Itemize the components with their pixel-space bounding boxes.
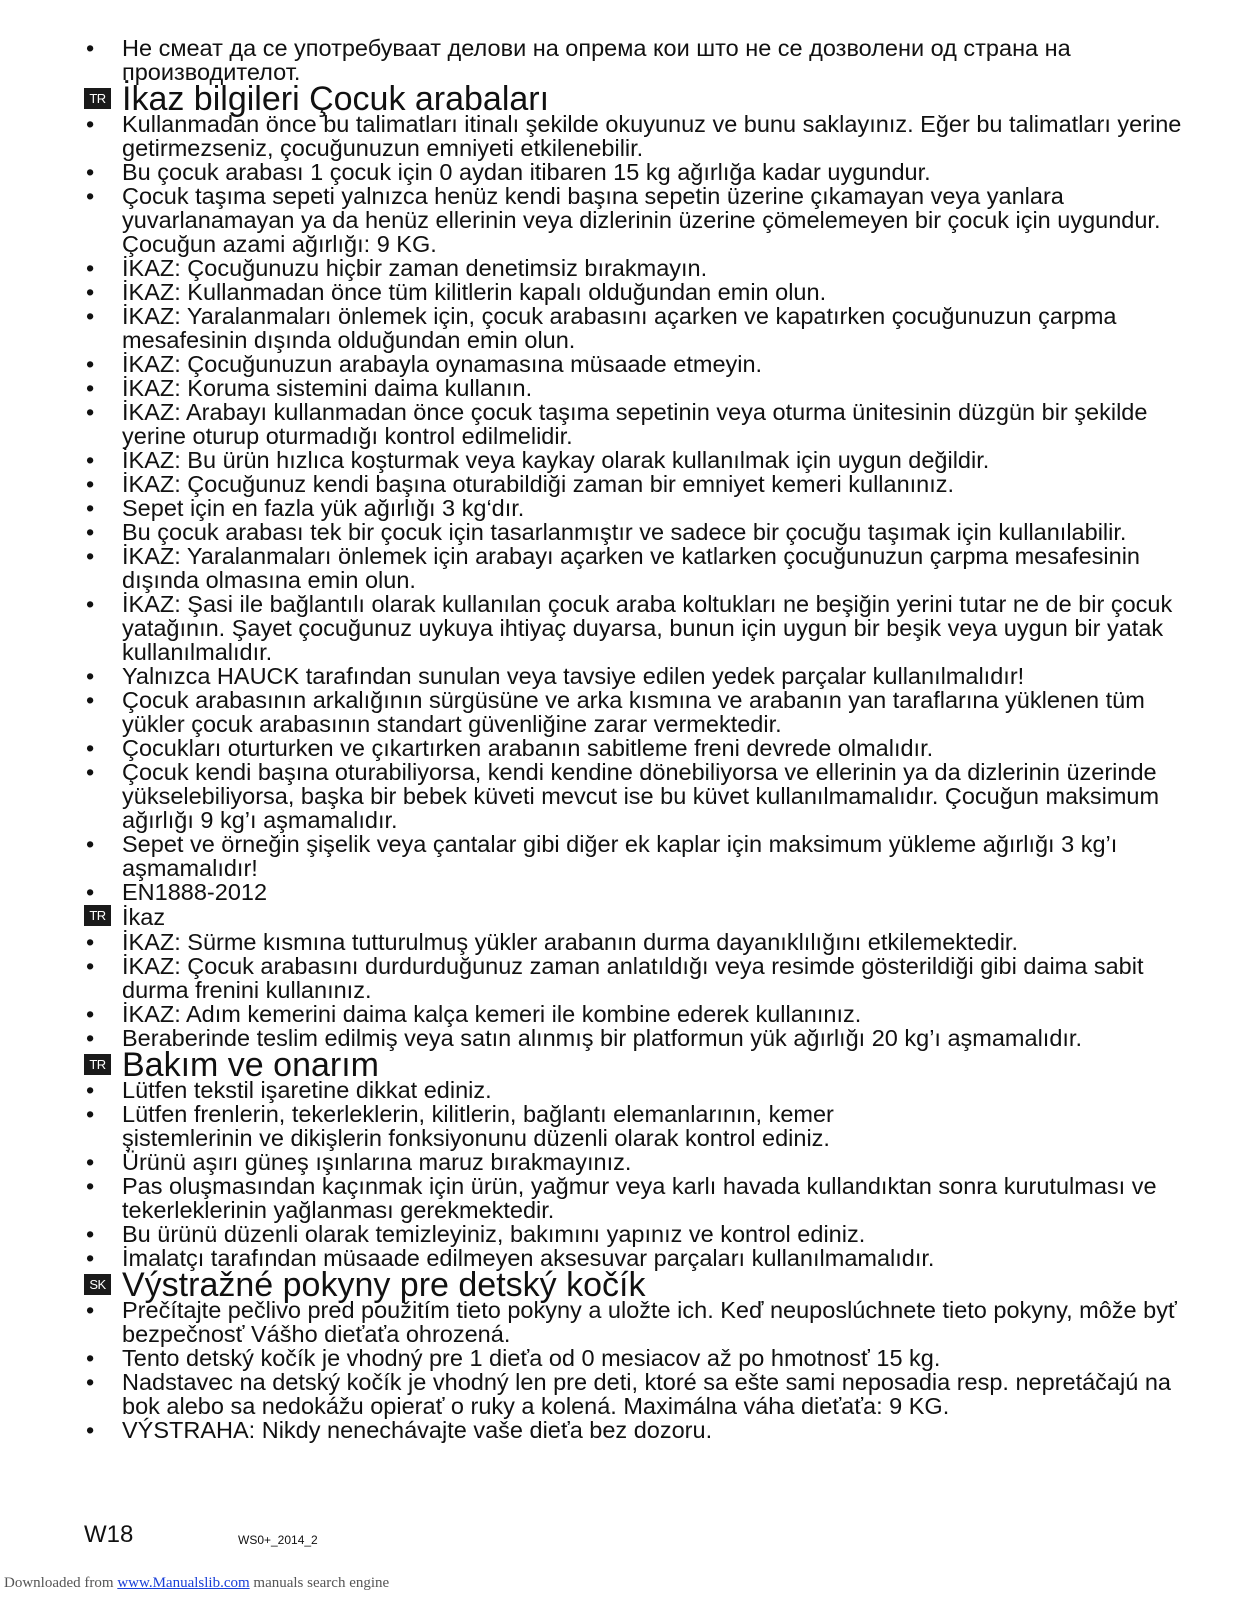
list-item-text: Çocuk taşıma sepeti yalnızca henüz kendi başına sepetin üzerine çıkamayan veya yanlara yuvarlanamayan ya da henüz ellerinin veya dizlerinin üzerine çömelemeyen bir çocuk için uygundur. Çocuğun azami ağırlığı: 9 KG. [122,183,1161,257]
bullet-icon: • [86,375,95,401]
list-item-text: Tento detský kočík je vhodný pre 1 dieťa od 0 mesiacov až po hmotnosť 15 kg. [122,1345,941,1371]
list-item-text: Bu ürünü düzenli olarak temizleyiniz, bakımını yapınız ve kontrol ediniz. [122,1221,866,1247]
download-suffix: manuals search engine [249,1575,390,1591]
bullet-icon: • [86,1297,95,1323]
bullet-icon: • [86,399,95,425]
list-item-text: Nadstavec na detský kočík je vhodný len pre deti, ktoré sa ešte sami neposadia resp. nepretáčajú na bok alebo sa nedokážu opierať o ruky a kolená. Maximálna váha dieťaťa: 9 KG. [122,1369,1171,1419]
list-item-text: İKAZ: Çocuk arabasını durdurduğunuz zaman anlatıldığı veya resimde gösterildiği gibi daima sabit durma frenini kullanınız. [122,953,1144,1003]
list-item-text: Beraberinde teslim edilmiş veya satın alınmış bir platformun yük ağırlığı 20 kg’ı aşmamalıdır. [122,1025,1082,1051]
list-item-text: İKAZ: Arabayı kullanmadan önce çocuk taşıma sepetinin veya oturma ünitesinin düzgün bir şekilde yerine oturup oturmadığı kontrol edilmelidir. [122,399,1148,449]
bullet-icon: • [86,519,95,545]
bullet-icon: • [86,111,95,137]
document-code: WS0+_2014_2 [238,1533,318,1547]
list-item-text: Sepet ve örneğin şişelik veya çantalar gibi diğer ek kaplar için maksimum yükleme ağırlığı 3 kg’ı aşmamalıdır! [122,831,1118,881]
bullet-icon: • [86,1369,95,1395]
list-item [84,472,1194,496]
bullet-icon: • [86,1417,95,1443]
list-item-text: İKAZ: Bu ürün hızlıca koşturmak veya kaykay olarak kullanılmak için uygun değildir. [122,447,990,473]
bullet-icon: • [86,279,95,305]
list-item-text: İKAZ: Koruma sistemini daima kullanın. [122,375,533,401]
list-item [84,1370,1194,1418]
list-item [84,520,1194,544]
list-item [84,160,1194,184]
list-item [84,736,1194,760]
language-badge: TR [84,1054,111,1075]
list-item [84,688,1194,736]
list-item-text: Pas oluşmasından kaçınmak için ürün, yağmur veya karlı havada kullandıktan sonra kurutulması ve tekerleklerinin yağlanması gerekmektedir. [122,1173,1157,1223]
list-item-text: İKAZ: Çocuğunuz kendi başına oturabildiği zaman bir emniyet kemeri kullanınız. [122,471,955,497]
list-item [84,376,1194,400]
bullet-icon: • [86,687,95,713]
bullet-icon: • [86,495,95,521]
list-item [84,760,1194,832]
list-item-text: Çocuk arabasının arkalığının sürgüsüne ve arka kısmına ve arabanın yan taraflarına yüklenen tüm yükler çocuk arabasının standart güvenliğine zarar vermektedir. [122,687,1145,737]
list-item [84,1174,1194,1222]
section-title: İkaz bilgileri Çocuk arabaları [122,80,550,118]
bullet-icon: • [86,1245,95,1271]
list-item [84,930,1194,954]
list-item-text: İKAZ: Şasi ile bağlantılı olarak kullanılan çocuk araba koltukları ne beşiğin yerini tutar ne de bir çocuk yatağının. Şayet çocuğunuz uykuya ihtiyaç duyarsa, bunun için uygun bir beşik veya uygun bir yatak kullanılmalıdır. [122,591,1173,665]
bullet-icon: • [86,735,95,761]
list-item [84,304,1194,352]
manualslib-link[interactable]: www.Manualslib.com [117,1575,250,1591]
list-item-text: İKAZ: Çocuğunuzun arabayla oynamasına müsaade etmeyin. [122,351,763,377]
list-item [84,112,1194,160]
list-item [84,256,1194,280]
list-item-text: Prečítajte pečlivo pred použitím tieto pokyny a uložte ich. Keď neuposlúchnete tieto pokyny, môže byť bezpečnosť Vášho dieťaťa ohrozená. [122,1297,1177,1347]
list-item [84,352,1194,376]
list-item-text: Çocukları oturturken ve çıkartırken arabanın sabitleme freni devrede olmalıdır. [122,735,934,761]
list-item [84,592,1194,664]
language-badge: TR [84,88,111,109]
section-title: Výstražné pokyny pre detský kočík [122,1266,646,1304]
list-item-text: Lütfen frenlerin, tekerleklerin, kilitlerin, bağlantı elemanlarının, kemer şistemlerinin ve dikişlerin fonksiyonunu düzenli olarak kontrol ediniz. [122,1101,834,1151]
list-item [84,832,1194,880]
bullet-icon: • [86,159,95,185]
list-item-text: İmalatçı tarafından müsaade edilmeyen aksesuvar parçaları kullanılmamalıdır. [122,1245,935,1271]
list-item-text: Sepet için en fazla yük ağırlığı 3 kg‘dır. [122,495,525,521]
list-item [84,1222,1194,1246]
list-item [84,1150,1194,1174]
bullet-icon: • [86,543,95,569]
list-item [84,280,1194,304]
list-item [84,36,1194,84]
page-number: W18 [84,1521,134,1548]
list-item [84,1002,1194,1026]
list-item-text: Bu çocuk arabası tek bir çocuk için tasarlanmıştır ve sadece bir çocuğu taşımak için kullanılabilir. [122,519,1127,545]
bullet-icon: • [86,759,95,785]
bullet-icon: • [86,471,95,497]
bullet-icon: • [86,447,95,473]
list-item-text: Не смеат да се употребуваат делови на опрема кои што не се дозволени од страна на производителот. [122,35,1071,85]
bullet-icon: • [86,663,95,689]
list-item-text: Ürünü aşırı güneş ışınlarına maruz bırakmayınız. [122,1149,632,1175]
list-item [84,1346,1194,1370]
language-badge: TR [84,905,111,926]
list-item [84,880,1194,904]
section-title: İkaz [122,904,166,930]
list-item-text: Kullanmadan önce bu talimatları itinalı şekilde okuyunuz ve bunu saklayınız. Eğer bu talimatları yerine getirmezseniz, çocuğunuzun emniyeti etkilenebilir. [122,111,1182,161]
download-credit [4,1574,389,1592]
bullet-icon: • [86,351,95,377]
bullet-icon: • [86,929,95,955]
list-item-text: İKAZ: Adım kemerini daima kalça kemeri ile kombine ederek kullanınız. [122,1001,862,1027]
language-badge: SK [84,1274,111,1295]
list-item-text: Çocuk kendi başına oturabiliyorsa, kendi kendine dönebiliyorsa ve ellerinin ya da dizlerinin üzerinde yükselebiliyorsa, başka bir bebek küveti mevcut ise bu küvet kullanılmamalıdır. Çocuğun maksimum ağırlığı 9 kg’ı aşmamalıdır. [122,759,1160,833]
bullet-icon: • [86,1025,95,1051]
list-item-text: İKAZ: Yaralanmaları önlemek için, çocuk arabasını açarken ve kapatırken çocuğunuzun çarpma mesafesinin dışında olduğundan emin olun. [122,303,1117,353]
list-item [84,184,1194,256]
list-item-text: Bu çocuk arabası 1 çocuk için 0 aydan itibaren 15 kg ağırlığa kadar uygundur. [122,159,931,185]
bullet-icon: • [86,35,95,61]
list-item [84,1418,1194,1442]
list-item [84,496,1194,520]
list-item-text: EN1888-2012 [122,879,268,905]
bullet-icon: • [86,1101,95,1127]
list-item [84,664,1194,688]
list-item-text: Yalnızca HAUCK tarafından sunulan veya tavsiye edilen yedek parçalar kullanılmalıdır! [122,663,1025,689]
list-item-text: VÝSTRAHA: Nikdy nenechávajte vaše dieťa bez dozoru. [122,1417,713,1443]
list-item [84,448,1194,472]
list-item-text: İKAZ: Yaralanmaları önlemek için arabayı açarken ve katlarken çocuğunuzun çarpma mesafesinin dışında olmasına emin olun. [122,543,1140,593]
list-item [84,1102,1194,1150]
list-item [84,954,1194,1002]
section-title: Bakım ve onarım [122,1046,379,1084]
list-item-text: İKAZ: Çocuğunuzu hiçbir zaman denetimsiz bırakmayın. [122,255,708,281]
list-item-text: İKAZ: Sürme kısmına tutturulmuş yükler arabanın durma dayanıklılığını etkilemektedir. [122,929,1018,955]
bullet-icon: • [86,831,95,857]
bullet-icon: • [86,1173,95,1199]
bullet-icon: • [86,1221,95,1247]
list-item [84,400,1194,448]
bullet-icon: • [86,1149,95,1175]
bullet-icon: • [86,953,95,979]
list-item-text: Lütfen tekstil işaretine dikkat ediniz. [122,1077,492,1103]
bullet-icon: • [86,303,95,329]
list-item [84,1078,1194,1102]
bullet-icon: • [86,879,95,905]
list-item [84,1298,1194,1346]
bullet-icon: • [86,255,95,281]
bullet-icon: • [86,1077,95,1103]
warnings-content [84,36,1194,1442]
section-heading [84,904,1194,930]
list-item [84,544,1194,592]
bullet-icon: • [86,183,95,209]
bullet-icon: • [86,1001,95,1027]
download-prefix: Downloaded from [4,1575,118,1591]
bullet-icon: • [86,1345,95,1371]
bullet-icon: • [86,591,95,617]
list-item-text: İKAZ: Kullanmadan önce tüm kilitlerin kapalı olduğundan emin olun. [122,279,827,305]
